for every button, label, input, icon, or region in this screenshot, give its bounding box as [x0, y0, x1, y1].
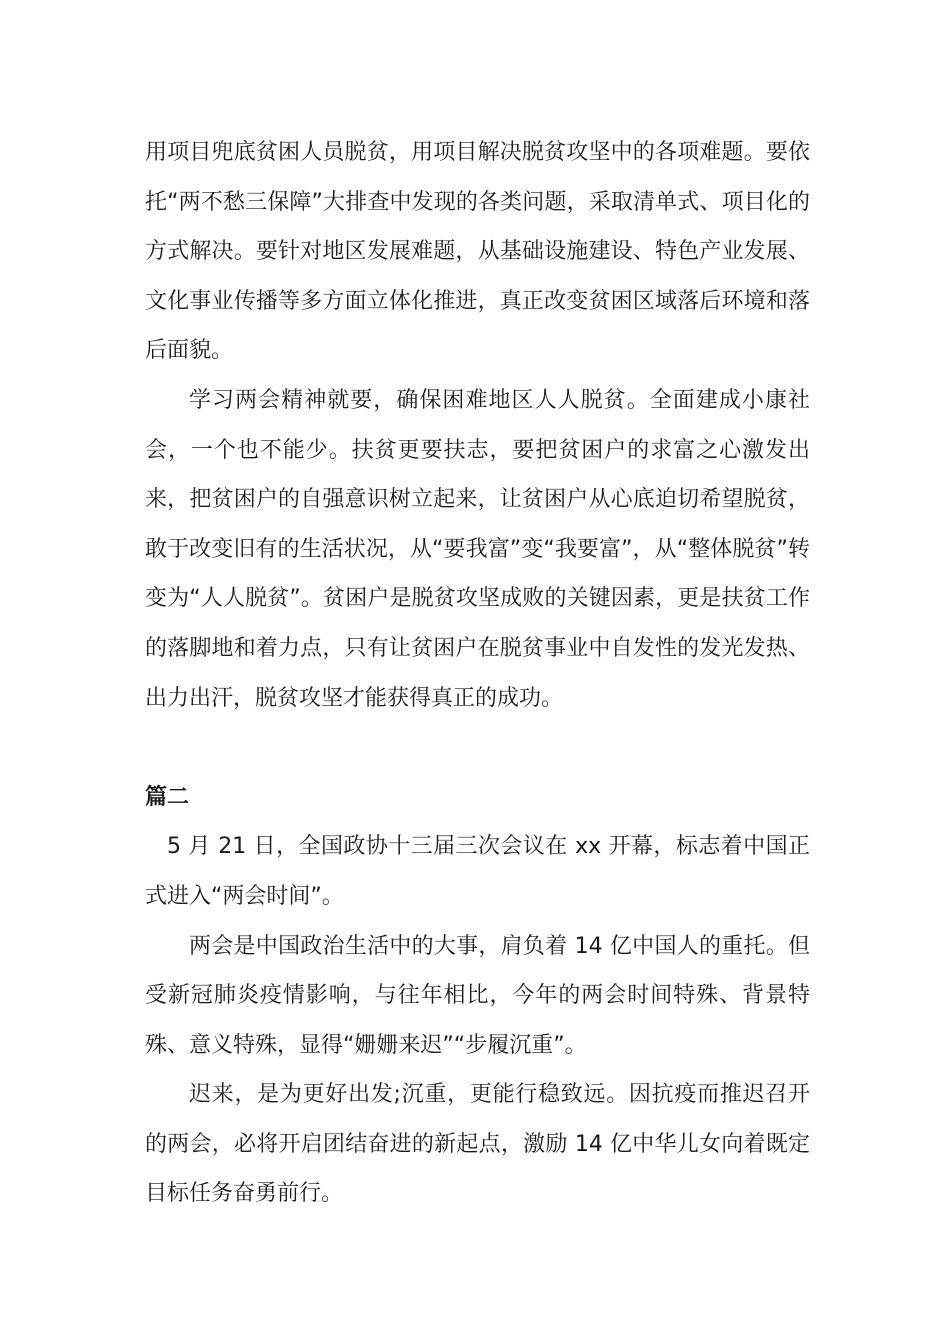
paragraph-major-event: 两会是中国政治生活中的大事，肩负着 14 亿中国人的重托。但受新冠肺炎疫情影响，与往年相比，今年的两会时间特殊、背景特殊、意义特殊，显得“姗姗来迟”“步履沉重”。 [145, 933, 810, 1058]
paragraph-two-sessions-spirit: 学习两会精神就要，确保困难地区人人脱贫。全面建成小康社会，一个也不能少。扶贫更要扶志，要把贫困户的求富之心激发出来，把贫困户的自强意识树立起来，让贫困户从心底迫切希望脱贫，敢于改变旧有的生活状况，从“要我富”变“我要富”，从“整体脱贫”转变为“人人脱贫”。贫困户是脱贫攻坚成败的关键因素，更是扶贫工作的落脚地和着力点，只有让贫困户在脱贫事业中自发性的发光发热、出力出汗，脱贫攻坚才能获得真正的成功。 [145, 387, 810, 711]
section-heading: 篇二 [145, 784, 190, 810]
paragraph-late-arrival: 迟来，是为更好出发;沉重，更能行稳致远。因抗疫而推迟召开的两会，必将开启团结奋进的新起点，激励 14 亿中华儿女向着既定目标任务奋勇前行。 [145, 1082, 810, 1207]
paragraph-opening-date: 5 月 21 日，全国政协十三届三次会议在 xx 开幕，标志着中国正式进入“两会时间”。 [145, 834, 810, 909]
document-body [145, 128, 810, 1219]
section-spacer [145, 723, 810, 773]
paragraph-project-poverty: 用项目兜底贫困人员脱贫，用项目解决脱贫攻坚中的各项难题。要依托“两不愁三保障”大排查中发现的各类问题，采取清单式、项目化的方式解决。要针对地区发展难题，从基础设施建设、特色产业发展、文化事业传播等多方面立体化推进，真正改变贫困区域落后环境和落后面貌。 [145, 140, 810, 364]
